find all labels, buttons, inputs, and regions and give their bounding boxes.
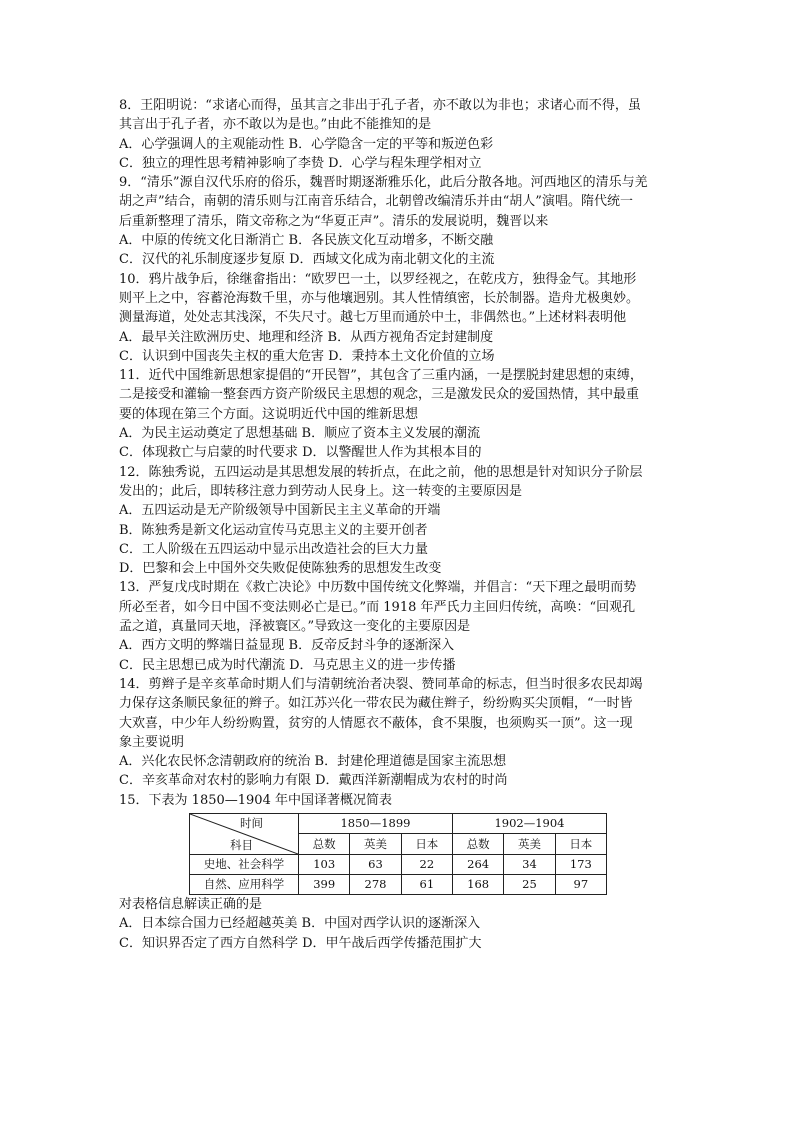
table-cell: 103	[299, 854, 350, 874]
question-12-line-2: 发出的；此后，即转移注意力到劳动人民身上。这一转变的主要原因是	[119, 483, 523, 499]
question-14-line-2: 力保存这条顺民象征的辫子。如江苏兴化一带农民为藏住辫子，纷纷购买尖顶帽，“一时皆	[119, 696, 633, 712]
question-14-options-ab: A．兴化农民怀念清朝政府的统治 B．封建伦理道德是国家主流思想	[119, 754, 507, 770]
question-8-options-ab: A．心学强调人的主观能动性 B．心学隐含一定的平等和叛逆色彩	[119, 136, 494, 152]
subheader-total: 总数	[299, 834, 350, 855]
table-cell: 278	[350, 874, 401, 894]
question-8-options-cd: C．独立的理性思考精神影响了李贽 D．心学与程朱理学相对立	[119, 155, 482, 171]
question-14-line-3: 大欢喜，中少年人纷纷购置，贫穷的人情愿衣不蔽体，食不果腹，也须购买一顶”。这一现	[119, 715, 633, 731]
table-cell: 264	[452, 854, 503, 874]
question-11-line-3: 要的体现在第三个方面。这说明近代中国的维新思想	[119, 406, 419, 422]
table-cell: 168	[452, 874, 503, 894]
question-13-line-2: 所必至者，如今日中国不变法则必亡是已。”而 1918 年严氏力主回归传统，高唤：“回观孔	[119, 599, 636, 615]
question-9-options-ab: A．中原的传统文化日渐消亡 B．各民族文化互动增多，不断交融	[119, 233, 494, 249]
subheader-uk-us: 英美	[504, 834, 555, 855]
row-label: 史地、社会科学	[190, 854, 299, 874]
table-cell: 63	[350, 854, 401, 874]
question-14-line-4: 象主要说明	[119, 734, 185, 750]
question-11-line-1: 11．近代中国维新思想家提倡的“开民智”，其包含了三重内涵，一是摆脱封建思想的束缚，	[119, 368, 643, 384]
question-15-line-1: 15．下表为 1850—1904 年中国译著概况简表	[119, 792, 392, 808]
question-12-option-a: A．五四运动是无产阶级领导中国新民主主义革命的开端	[119, 503, 441, 519]
question-8-line-1: 8．王阳明说：“求诸心而得，虽其言之非出于孔子者，亦不敢以为非也；求诸心而不得，虽	[119, 98, 641, 113]
question-9-line-1: 9．“清乐”源自汉代乐府的俗乐，魏晋时期逐渐雅乐化，此后分散各地。河西地区的清乐与羌	[119, 175, 648, 191]
question-10-options-cd: C．认识到中国丧失主权的重大危害 D．秉持本土文化价值的立场	[119, 348, 495, 364]
question-12-line-1: 12．陈独秀说，五四运动是其思想发展的转折点，在此之前，他的思想是针对知识分子阶层	[119, 464, 643, 480]
question-13-line-1: 13．严复戊戌时期在《救亡决论》中历数中国传统文化弊端，并倡言：“天下理之最明而势	[119, 580, 637, 596]
question-10-line-3: 测量海道，处处志其浅深，不失尺寸。越七万里而通於中土，非偶然也。”上述材料表明他	[119, 310, 627, 326]
exam-page	[119, 96, 679, 953]
question-9-line-3: 后重新整理了清乐，隋文帝称之为“华夏正声”。清乐的发展说明，魏晋以来	[119, 213, 549, 229]
table-corner-header	[190, 813, 299, 854]
period-header-2: 1902—1904	[452, 813, 606, 834]
question-9-line-2: 胡之声”结合，南朝的清乐则与江南音乐结合，北朝曾改编清乐并由“胡人”演唱。隋代统一	[119, 194, 633, 210]
question-11-options-ab: A．为民主运动奠定了思想基础 B．顺应了资本主义发展的潮流	[119, 426, 481, 442]
question-12-option-c: C．工人阶级在五四运动中显示出改造社会的巨大力量	[119, 541, 428, 557]
corner-time-label: 时间	[240, 815, 263, 830]
table-cell: 61	[401, 874, 452, 894]
table-cell: 173	[555, 854, 606, 874]
question-8-line-2: 其言出于孔子者，亦不敢以为是也。”由此不能推知的是	[119, 117, 432, 133]
question-13-line-3: 孟之道，真量同天地，泽被寰区。”导致这一变化的主要原因是	[119, 619, 471, 635]
corner-subject-label: 科目	[230, 837, 253, 852]
question-15-options-cd: C．知识界否定了西方自然科学 D．甲午战后西学传播范围扩大	[119, 935, 482, 951]
question-15-line-2: 对表格信息解读正确的是	[119, 896, 263, 912]
table-row	[190, 854, 607, 874]
subheader-japan: 日本	[555, 834, 606, 855]
question-10-options-ab: A．最早关注欧洲历史、地理和经济 B．从西方视角否定封建制度	[119, 329, 494, 345]
question-10-line-1: 10．鸦片战争后，徐继畲指出：“欧罗巴一土，以罗经视之，在乾戌方，独得金气。其地形	[119, 271, 637, 287]
subheader-uk-us: 英美	[350, 834, 401, 855]
table-cell: 34	[504, 854, 555, 874]
question-14-line-1: 14．剪辫子是辛亥革命时期人们与清朝统治者决裂、赞同革命的标志，但当时很多农民却竭	[119, 676, 643, 692]
question-9-options-cd: C．汉代的礼乐制度逐步复原 D．西域文化成为南北朝文化的主流	[119, 252, 495, 268]
table-cell: 25	[504, 874, 555, 894]
question-15-options-ab: A．日本综合国力已经超越英美 B．中国对西学认识的逐渐深入	[119, 916, 481, 932]
question-12-option-d: D．巴黎和会上中国外交失败促使陈独秀的思想发生改变	[119, 561, 442, 577]
subheader-japan: 日本	[401, 834, 452, 855]
question-13-options-ab: A．西方文明的弊端日益显现 B．反帝反封斗争的逐渐深入	[119, 638, 455, 654]
table-cell: 399	[299, 874, 350, 894]
question-10-line-2: 则平上之中，容蓄沧海数千里，亦与他壤迥别。其人性情缜密，长於制器。造舟尤极奥妙。	[119, 290, 640, 306]
table-row	[190, 874, 607, 894]
question-11-options-cd: C．体现救亡与启蒙的时代要求 D．以警醒世人作为其根本目的	[119, 445, 482, 461]
question-11-line-2: 二是接受和灌输一整套西方资产阶级民主思想的观念，三是激发民众的爱国热情，其中最重	[119, 387, 640, 403]
table-cell: 22	[401, 854, 452, 874]
question-14-options-cd: C．辛亥革命对农村的影响力有限 D．戴西洋新潮帽成为农村的时尚	[119, 773, 508, 789]
subheader-total: 总数	[452, 834, 503, 855]
question-13-options-cd: C．民主思想已成为时代潮流 D．马克思主义的进一步传播	[119, 657, 456, 673]
question-12-option-b: B．陈独秀是新文化运动宣传马克思主义的主要开创者	[119, 522, 428, 538]
row-label: 自然、应用科学	[190, 874, 299, 894]
table-cell: 97	[555, 874, 606, 894]
period-header-1: 1850—1899	[299, 813, 453, 834]
translation-table	[189, 813, 607, 895]
